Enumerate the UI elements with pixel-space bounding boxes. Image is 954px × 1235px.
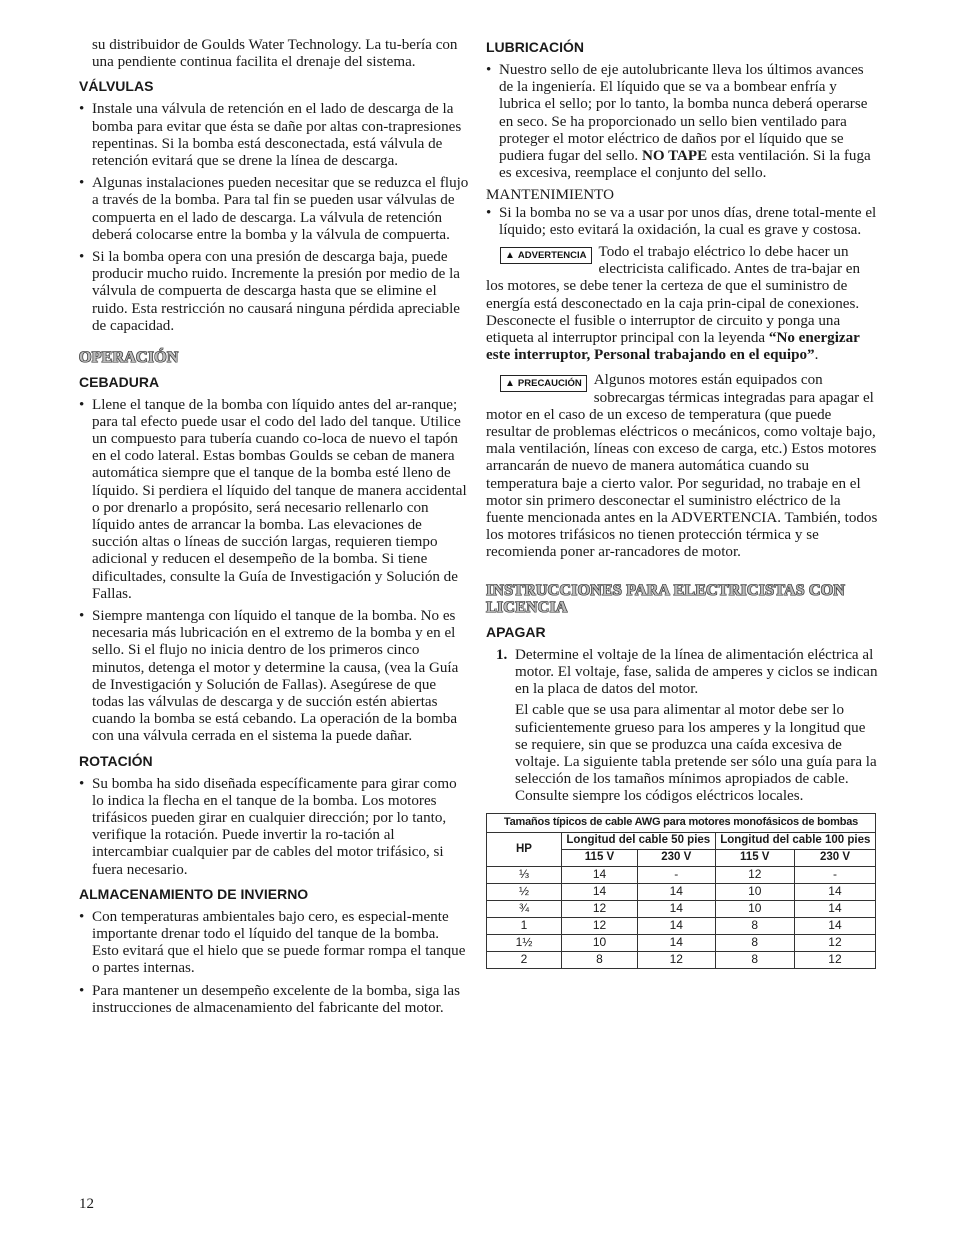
table-cell: 12 [794, 951, 875, 968]
advertencia-period: . [814, 347, 819, 364]
list-item: • Siempre mantenga con líquido el tanque de la bomba. No es necesaria más lubricación en el extremo de la bomba y en el sello. Si el flujo no inicia dentro de los primeros cinco minutos, detenga el motor y determine la causa, (vea la Guía de Investigación y Solución de Fallas). Asegúrese de que todas las válvulas de descarga y de succión estén abiertas cuando la bomba se está cebando. La operación de la bomba con una válvula cerrada en el sistema la puede dañar. [79, 608, 469, 746]
table-cell: 12 [637, 951, 715, 968]
table-cell: ½ [487, 883, 562, 900]
no-tape-emphasis: NO TAPE [641, 148, 708, 165]
right-column [486, 37, 878, 969]
step-continuation: El cable que se usa para alimentar al motor debe ser lo suficientemente grueso para los amperes y la longitud que se requiere, sin que se produzca una caída excesiva de voltaje. La siguiente tabla pretende ser sólo una guía para la selección de los tamaños mínimos apropiados de cable. Consulte siempre los códigos eléctricos locales. [515, 702, 877, 805]
table-cell: 14 [637, 883, 715, 900]
list-item: • Su bomba ha sido diseñada específicamente para girar como lo indica la flecha en el tanque de la bomba. Los motores trifásicos pueden girar en cualquier dirección; por lo tanto, verifique la rotación. Puede invertir la ro-tación al intercambiar cualquier par de cables del motor trifásico, si fuera necesario. [79, 776, 469, 879]
group-100-header: Longitud del cable 100 pies [715, 832, 875, 849]
warning-triangle-icon: ▲ [505, 378, 515, 390]
list-item [486, 62, 878, 182]
advertencia-label-text: ADVERTENCIA [517, 250, 587, 262]
voltage-header: 230 V [637, 849, 715, 866]
hp-header: HP [487, 832, 562, 866]
list-item: • Algunas instalaciones pueden necesitar que se reduzca el flujo a través de la bomba. Para tal fin se pueden usar válvulas de compuerta en el lado de descarga. La válvula de retención deberá colocarse entre la bomba y la válvula de compuerta. [79, 175, 469, 244]
table-cell: ¾ [487, 900, 562, 917]
lubricacion-heading: LUBRICACIÓN [486, 39, 584, 55]
table-cell: 10 [562, 934, 638, 951]
advertencia-legend: “No energizar este interruptor, Personal trabajando en el equipo” [486, 330, 860, 364]
table-cell: 8 [715, 917, 794, 934]
list-item: • Si la bomba opera con una presión de descarga baja, puede producir mucho ruido. Incremente la presión por medio de la válvula de compuerta de descarga hasta que se elimine el ruido. Esta restricción no causará ninguna pérdida apreciable de capacidad. [79, 249, 469, 335]
list-item: • Con temperaturas ambientales bajo cero, es especial-mente importante drenar todo el líquido del tanque de la bomba. Esto evitará que el hielo que se puede formar rompa el tanque o partes internas. [79, 909, 469, 978]
table-cell: 1½ [487, 934, 562, 951]
rotacion-list [79, 776, 469, 879]
precaucion-note [486, 372, 878, 561]
table-row [487, 883, 876, 900]
table-cell: 12 [562, 917, 638, 934]
table-cell: 12 [562, 900, 638, 917]
lubricacion-list [486, 62, 878, 182]
list-item: • Si la bomba no se va a usar por unos días, drene total-mente el líquido; esto evitará la oxidación, la cual es grave y costosa. [486, 205, 878, 239]
table-row [487, 934, 876, 951]
list-item: • Para mantener un desempeño excelente de la bomba, siga las instrucciones de almacenamiento del fabricante del motor. [79, 983, 469, 1017]
list-item: • Llene el tanque de la bomba con líquido antes del ar-ranque; para tal efecto puede usar el codo del lado del tanque. Utilice un compuesto para tubería cuando co-loca de nuevo el tapón en el codo lateral. Estas bombas Goulds se ceban de manera automática siempre que el tanque de la bomba esté lleno de líquido. Si perdiera el líquido del tanque de manera accidental o por drenarlo a propósito, será necesario rellenarlo con líquido antes de arrancar la bomba. Las elevaciones de succión altas o líneas de succión largas, requieren tiempo adicional y reducen el desempeño de la bomba. Si tiene dificultades, consulte la Guía de Investigación y Solución de Fallas. [79, 397, 469, 603]
table-cell: 14 [637, 900, 715, 917]
instrucciones-heading: INSTRUCCIONES PARA ELECTRICISTAS CON LICENCIA [486, 581, 846, 617]
table-cell: 2 [487, 951, 562, 968]
table-row [487, 900, 876, 917]
table-cell: - [637, 866, 715, 883]
page-number: 12 [79, 1196, 94, 1212]
table-cell: 14 [794, 900, 875, 917]
step-number: 1. [496, 646, 508, 663]
table-cell: 10 [715, 883, 794, 900]
list-item [486, 647, 878, 699]
table-cell: 14 [637, 917, 715, 934]
cebadura-list [79, 397, 469, 746]
apagar-heading: APAGAR [486, 623, 546, 640]
group-50-header: Longitud del cable 50 pies [562, 832, 716, 849]
lubricacion-text: Nuestro sello de eje autolubricante lleva los últimos avances de la ingeniería. El líquido que se va a bombear enfría y lubrica el sello; por lo tanto, la bomba nunca deberá operarse en seco. Se ha proporcionado un sello bien ventilado para proteger el motor eléctrico de daños por el líquido que se pudiera fugar del sello. [499, 62, 868, 165]
table-cell: 1 [487, 917, 562, 934]
list-item: • Instale una válvula de retención en el lado de descarga de la bomba para evitar que ésta se dañe por altas con-trapresiones repentinas. Si la bomba está desconectada, está válvula de retención evitará que se drene la línea de descarga. [79, 101, 469, 170]
table-cell: 12 [794, 934, 875, 951]
table-cell: 14 [562, 866, 638, 883]
almacenamiento-list [79, 909, 469, 1017]
precaucion-text: Algunos motores están equipados con sobrecargas térmicas integradas para apagar el motor en el caso de un exceso de temperatura (que puede resultar de problemas eléctricos o mecánicos, como voltaje bajo, mala ventilación, líneas con exceso de carga, etc.) Estos motores arrancarán de nuevo de manera automática cuando su temperatura baje a cierto valor. Por seguridad, no trabaje en el motor sin primero desconectar el suministro eléctrico de la fuente mencionada antes en la ADVERTENCIA. También, todos los motores trifásicos no tienen protección térmica y se recomienda poner ar-rancadores de motor. [486, 372, 878, 561]
warning-triangle-icon: ▲ [505, 250, 515, 262]
precaucion-label [500, 375, 587, 392]
precaucion-label-text: PRECAUCIÓN [517, 378, 582, 390]
table-row [487, 917, 876, 934]
table-cell: 8 [715, 951, 794, 968]
voltage-header: 115 V [562, 849, 638, 866]
awg-cable-table [486, 813, 876, 969]
apagar-steps [486, 647, 878, 699]
intro-paragraph: su distribuidor de Goulds Water Technology. La tu-bería con una pendiente continua facilita el drenaje del sistema. [92, 37, 458, 71]
table-cell: 14 [562, 883, 638, 900]
table-cell: 12 [715, 866, 794, 883]
valvulas-list [79, 101, 469, 335]
advertencia-note [486, 244, 878, 364]
table-cell: 14 [794, 883, 875, 900]
table-cell: 8 [562, 951, 638, 968]
table-row [487, 866, 876, 883]
valvulas-heading: VÁLVULAS [79, 78, 154, 95]
table-cell: ⅓ [487, 866, 562, 883]
step-text: Determine el voltaje de la línea de alimentación eléctrica al motor. El voltaje, fase, salida de amperes y ciclos se indican en la placa de datos del motor. [515, 646, 878, 698]
rotacion-heading: ROTACIÓN [79, 752, 153, 769]
operacion-heading: OPERACIÓN [79, 349, 179, 367]
table-row [487, 951, 876, 968]
cebadura-heading: CEBADURA [79, 373, 160, 390]
table-cell: - [794, 866, 875, 883]
advertencia-text: Todo el trabajo eléctrico lo debe hacer un electricista calificado. Antes de tra-bajar en los motores, se debe tener la certeza de que el suministro de energía está desconectado en la caja prin-cipal de conexiones. Desconecte el fusible o interruptor de circuito y ponga una etiqueta al interruptor principal con la leyenda [486, 244, 861, 347]
voltage-header: 230 V [794, 849, 875, 866]
left-column [79, 37, 469, 1022]
table-caption: Tamaños típicos de cable AWG para motores monofásicos de bombas [487, 813, 876, 832]
table-cell: 14 [637, 934, 715, 951]
table-cell: 14 [794, 917, 875, 934]
mantenimiento-list [486, 205, 878, 239]
lubricacion-text-end: esta ventilación. Si la fuga es excesiva, reemplace el conjunto del sello. [499, 148, 871, 182]
mantenimiento-heading: MANTENIMIENTO [486, 187, 615, 204]
almacenamiento-heading: ALMACENAMIENTO DE INVIERNO [79, 885, 309, 902]
voltage-header: 115 V [715, 849, 794, 866]
advertencia-label [500, 247, 592, 264]
table-cell: 8 [715, 934, 794, 951]
table-cell: 10 [715, 900, 794, 917]
